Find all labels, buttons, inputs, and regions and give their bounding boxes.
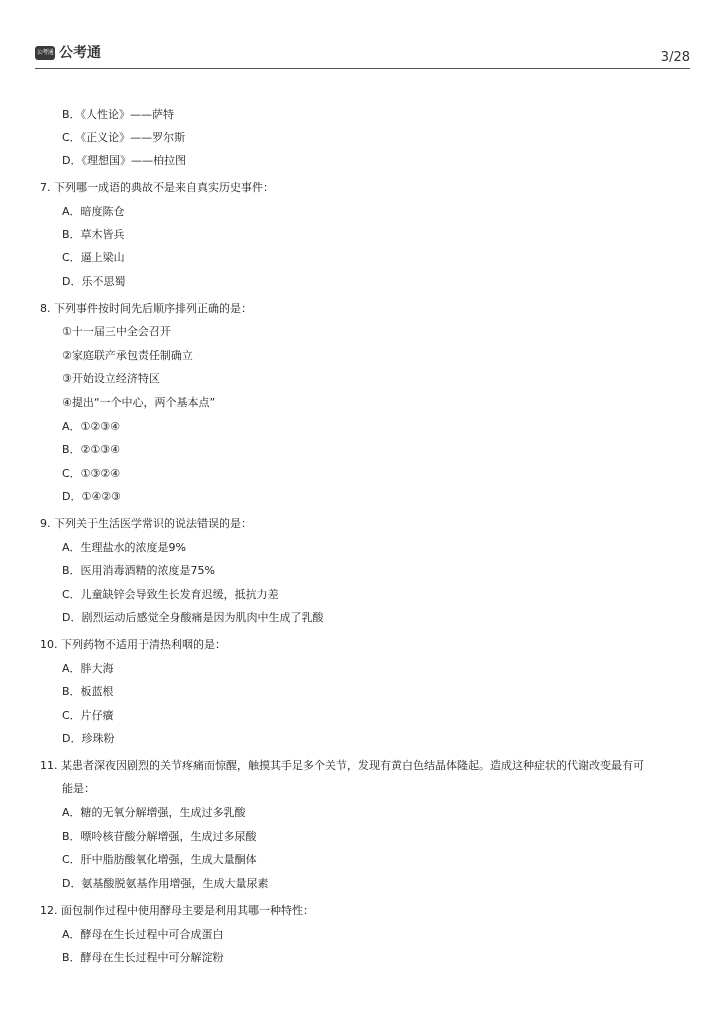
question-stem: 11. 某患者深夜因剧烈的关节疼痛而惊醒，触摸其手足多个关节，发现有黄白色结晶体隆起。造成这种症状的代谢改变最有可 bbox=[40, 759, 644, 772]
question-stem-continued: 能是： bbox=[62, 782, 95, 795]
question-stem: 12. 面包制作过程中使用酵母主要是利用其哪一种特性： bbox=[40, 904, 314, 917]
answer-option: B．草木皆兵 bbox=[62, 228, 125, 241]
answer-option: ②家庭联产承包责任制确立 bbox=[62, 349, 193, 362]
answer-option: A．胖大海 bbox=[62, 662, 114, 675]
page-number: 3/28 bbox=[660, 50, 690, 65]
answer-option: B．嘌呤核苷酸分解增强，生成过多尿酸 bbox=[62, 830, 257, 843]
answer-option: ①十一届三中全会召开 bbox=[62, 325, 171, 338]
answer-option: D．氨基酸脱氨基作用增强，生成大量尿素 bbox=[62, 877, 269, 890]
answer-option: D．①④②③ bbox=[62, 490, 121, 503]
answer-option: C．逼上梁山 bbox=[62, 251, 125, 264]
question-stem: 7. 下列哪一成语的典故不是来自真实历史事件： bbox=[40, 181, 274, 194]
answer-option: B．②①③④ bbox=[62, 443, 120, 456]
question-stem: 10. 下列药物不适用于清热利咽的是： bbox=[40, 638, 226, 651]
answer-option: B．《人性论》——萨特 bbox=[62, 108, 175, 121]
brand-name: 公考通 bbox=[59, 45, 101, 61]
page-header bbox=[35, 44, 690, 68]
answer-option: ④提出“一个中心，两个基本点” bbox=[62, 396, 216, 409]
brand-logo-icon: 公考通 bbox=[35, 46, 55, 60]
answer-option: B．板蓝根 bbox=[62, 685, 114, 698]
answer-option: C．儿童缺锌会导致生长发育迟缓，抵抗力差 bbox=[62, 588, 279, 601]
answer-option: A．暗度陈仓 bbox=[62, 205, 125, 218]
question-stem: 9. 下列关于生活医学常识的说法错误的是： bbox=[40, 517, 252, 530]
answer-option: A．生理盐水的浓度是9% bbox=[62, 541, 186, 554]
answer-option: D．《理想国》——柏拉图 bbox=[62, 154, 186, 167]
answer-option: C．①③②④ bbox=[62, 467, 121, 480]
answer-option: B．酵母在生长过程中可分解淀粉 bbox=[62, 951, 224, 964]
answer-option: A．酵母在生长过程中可合成蛋白 bbox=[62, 928, 224, 941]
answer-option: A．①②③④ bbox=[62, 420, 120, 433]
answer-option: C．肝中脂肪酸氧化增强，生成大量酮体 bbox=[62, 853, 257, 866]
answer-option: C．《正义论》——罗尔斯 bbox=[62, 131, 186, 144]
question-stem: 8. 下列事件按时间先后顺序排列正确的是： bbox=[40, 302, 252, 315]
answer-option: D．珍珠粉 bbox=[62, 732, 115, 745]
answer-option: C．片仔癀 bbox=[62, 709, 114, 722]
answer-option: D．乐不思蜀 bbox=[62, 275, 126, 288]
answer-option: D．剧烈运动后感觉全身酸痛是因为肌肉中生成了乳酸 bbox=[62, 611, 324, 624]
answer-option: ③开始设立经济特区 bbox=[62, 372, 160, 385]
header-divider bbox=[35, 68, 690, 69]
answer-option: B．医用消毒酒精的浓度是75% bbox=[62, 564, 215, 577]
answer-option: A．糖的无氧分解增强，生成过多乳酸 bbox=[62, 806, 246, 819]
